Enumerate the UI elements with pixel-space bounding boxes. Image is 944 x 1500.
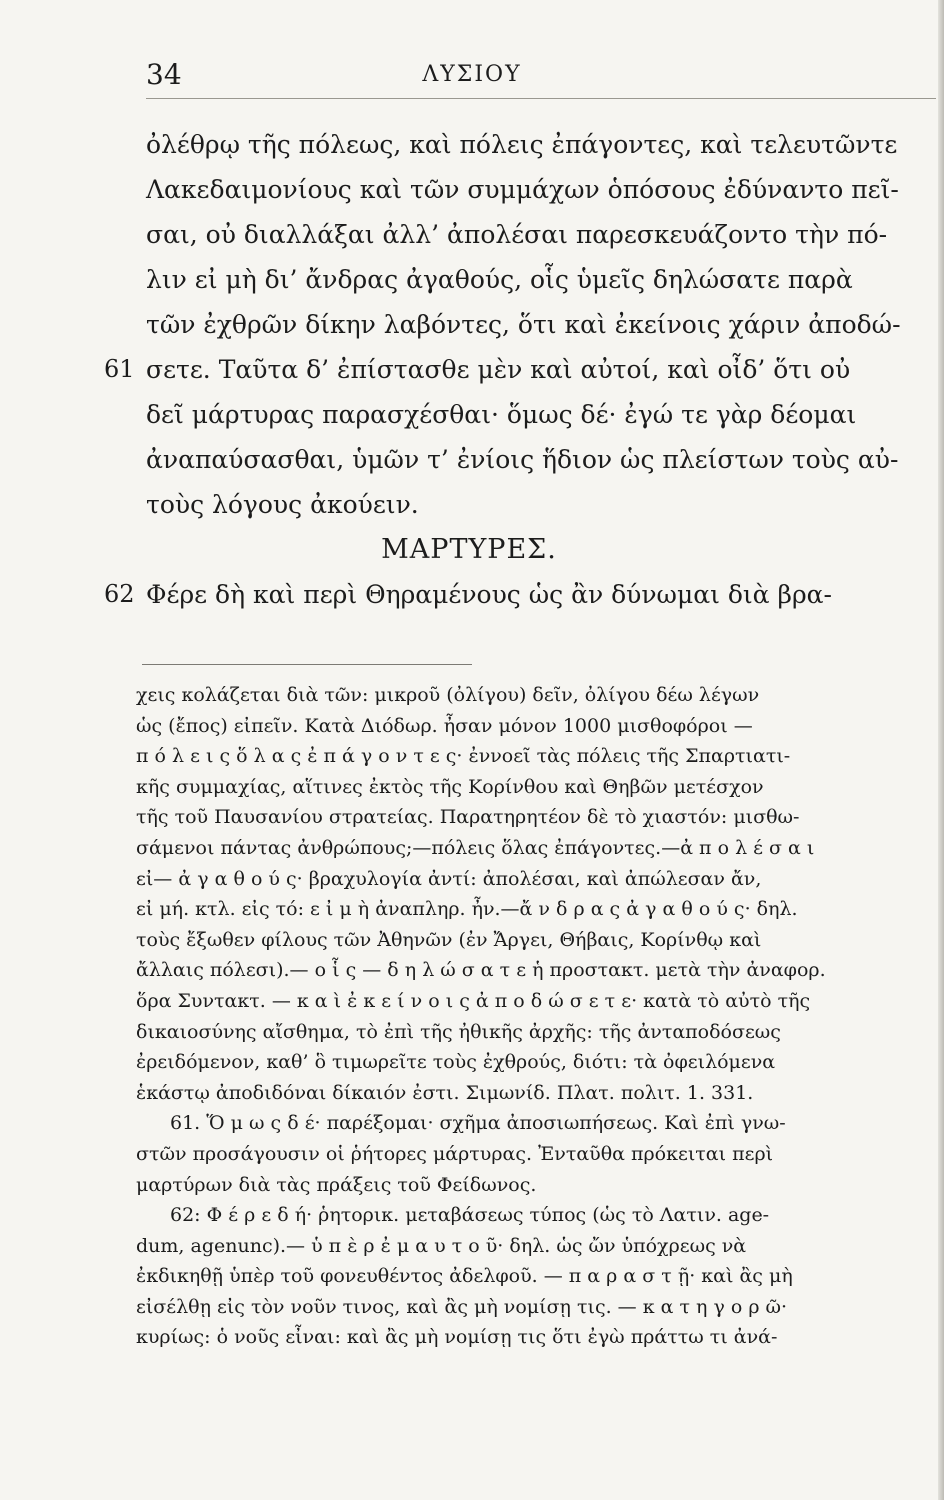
section-number: 62 [104,580,135,608]
text-line [0,257,944,302]
section-number: 61 [104,355,135,383]
line-text: Λακεδαιμονίους καὶ τῶν συμμάχων ὁπόσους ἐδύναντο πεῖ- [146,175,899,204]
note-line: 61. Ὅ μ ω ς δ έ· παρέξομαι· σχῆμα ἀποσιωπήσεως. Καὶ ἐπὶ γνω- [170,1112,786,1135]
line-text: ὀλέθρῳ τῆς πόλεως, καὶ πόλεις ἐπάγοντες, καὶ τελευτῶντε [146,130,898,159]
note-line: ἐρειδόμενον, καθ’ ὃ τιμωρεῖτε τοὺς ἐχθρούς, διότι: τὰ ὀφειλόμενα [136,1051,776,1074]
note-line: τῆς τοῦ Παυσανίου στρατείας. Παρατηρητέον δὲ τὸ χιαστόν: μισθω- [136,806,800,829]
note-line: ἐκδικηθῇ ὑπὲρ τοῦ φονευθέντος ἀδελφοῦ. — π α ρ α σ τ ῇ· καὶ ἂς μὴ [136,1265,793,1288]
note-line: εἰ μή. κτλ. εἰς τό: ε ἰ μ ὴ ἀναπληρ. ἦν.—ἄ ν δ ρ α ς ἀ γ α θ ο ύ ς· δηλ. [136,898,798,921]
header-rule [146,98,936,99]
text-line [0,212,944,257]
main-text [0,122,944,617]
page-header [0,58,944,98]
line-text: σαι, οὐ διαλλάξαι ἀλλ’ ἀπολέσαι παρεσκευάζοντο τὴν πό- [146,220,888,249]
line-text: λιν εἰ μὴ δι’ ἄνδρας ἀγαθούς, οἷς ὑμεῖς δηλώσατε παρὰ [146,265,853,294]
note-line: ἄλλαις πόλεσι).— ο ἷ ς — δ η λ ώ σ α τ ε ἡ προστακτ. μετὰ τὴν ἀναφορ. [136,959,826,982]
note-line: dum, agenunc).— ὑ π ὲ ρ ἐ μ α υ τ ο ῦ· δηλ. ὡς ὤν ὑπόχρεως νὰ [136,1234,747,1257]
note-line: μαρτύρων διὰ τὰς πράξεις τοῦ Φείδωνος. [136,1173,537,1196]
note-line: ἑκάστῳ ἀποδιδόναι δίκαιόν ἐστι. Σιμωνίδ. Πλατ. πολιτ. 1. 331. [136,1081,754,1104]
note-line: εἰ— ἀ γ α θ ο ύ ς· βραχυλογία ἀντί: ἀπολέσαι, καὶ ἀπώλεσαν ἄν, [136,867,762,890]
line-text: δεῖ μάρτυρας παρασχέσθαι· ὅμως δέ· ἐγώ τε γὰρ δέομαι [146,400,857,429]
text-line [0,167,944,212]
note-line: δικαιοσύνης αἴσθημα, τὸ ἐπὶ τῆς ἠθικῆς ἀρχῆς: τῆς ἀνταποδόσεως [136,1020,781,1043]
text-line [0,437,944,482]
heading-text: ΜΑΡΤΥΡΕΣ. [381,534,557,565]
note-line: εἰσέλθῃ εἰς τὸν νοῦν τινος, καὶ ἂς μὴ νομίσῃ τις. — κ α τ η γ ο ρ ῶ· [136,1295,788,1318]
note-line: ὅρα Συντακτ. — κ α ὶ ἐ κ ε ί ν ο ι ς ἀ π ο δ ώ σ ε τ ε· κατὰ τὸ αὐτὸ τῆς [136,989,811,1012]
line-text: σετε. Ταῦτα δ’ ἐπίστασθε μὲν καὶ αὐτοί, καὶ οἶδ’ ὅτι οὐ [146,355,851,384]
line-text: ἀναπαύσασθαι, ὑμῶν τ’ ἐνίοις ἥδιον ὡς πλείστων τοὺς αὐ- [146,445,899,474]
page-number: 34 [146,58,182,91]
line-text: τοὺς λόγους ἀκούειν. [146,490,419,519]
text-line [0,482,944,527]
footnote-rule [142,664,472,665]
note-line: χεις κολάζεται διὰ τῶν: μικροῦ (ὀλίγου) δεῖν, ὀλίγου δέω λέγων [136,684,760,706]
text-line [0,572,944,617]
note-line: σάμενοι πάντας ἀνθρώπους;—πόλεις ὅλας ἐπάγοντες.—ἀ π ο λ έ σ α ι [136,836,815,859]
text-line [0,392,944,437]
text-line [0,302,944,347]
note-line: κυρίως: ὁ νοῦς εἶναι: καὶ ἂς μὴ νομίσῃ τις ὅτι ἐγὼ πράττω τι ἀνά- [136,1326,778,1349]
text-line [0,122,944,167]
note-line: 62: Φ έ ρ ε δ ή· ῥητορικ. μεταβάσεως τύπος (ὡς τὸ Λατιν. age- [170,1204,770,1227]
commentary-notes [0,680,944,1353]
text-line [0,347,944,392]
note-line: κῆς συμμαχίας, αἵτινες ἐκτὸς τῆς Κορίνθου καὶ Θηβῶν μετέσχον [136,775,764,798]
note-line: τοὺς ἔξωθεν φίλους τῶν Ἀθηνῶν (ἐν Ἄργει, Θήβαις, Κορίνθῳ καὶ [136,928,762,951]
note-line: π ό λ ε ι ς ὅ λ α ς ἐ π ά γ ο ν τ ε ς· ἐννοεῖ τὰς πόλεις τῆς Σπαρτιατι- [136,745,791,768]
note-line: στῶν προσάγουσιν οἱ ῥήτορες μάρτυρας. Ἐνταῦθα πρόκειται περὶ [136,1142,774,1165]
line-text: Φέρε δὴ καὶ περὶ Θηραμένους ὡς ἂν δύνωμαι διὰ βρα- [146,580,832,609]
running-head: ΛΥΣΙΟΥ [422,62,522,87]
line-text: τῶν ἐχθρῶν δίκην λαβόντες, ὅτι καὶ ἐκείνοις χάριν ἀποδώ- [146,310,901,339]
section-heading [0,527,944,572]
note-line: ὡς (ἔπος) εἰπεῖν. Κατὰ Διόδωρ. ἦσαν μόνον 1000 μισθοφόροι — [136,714,753,737]
